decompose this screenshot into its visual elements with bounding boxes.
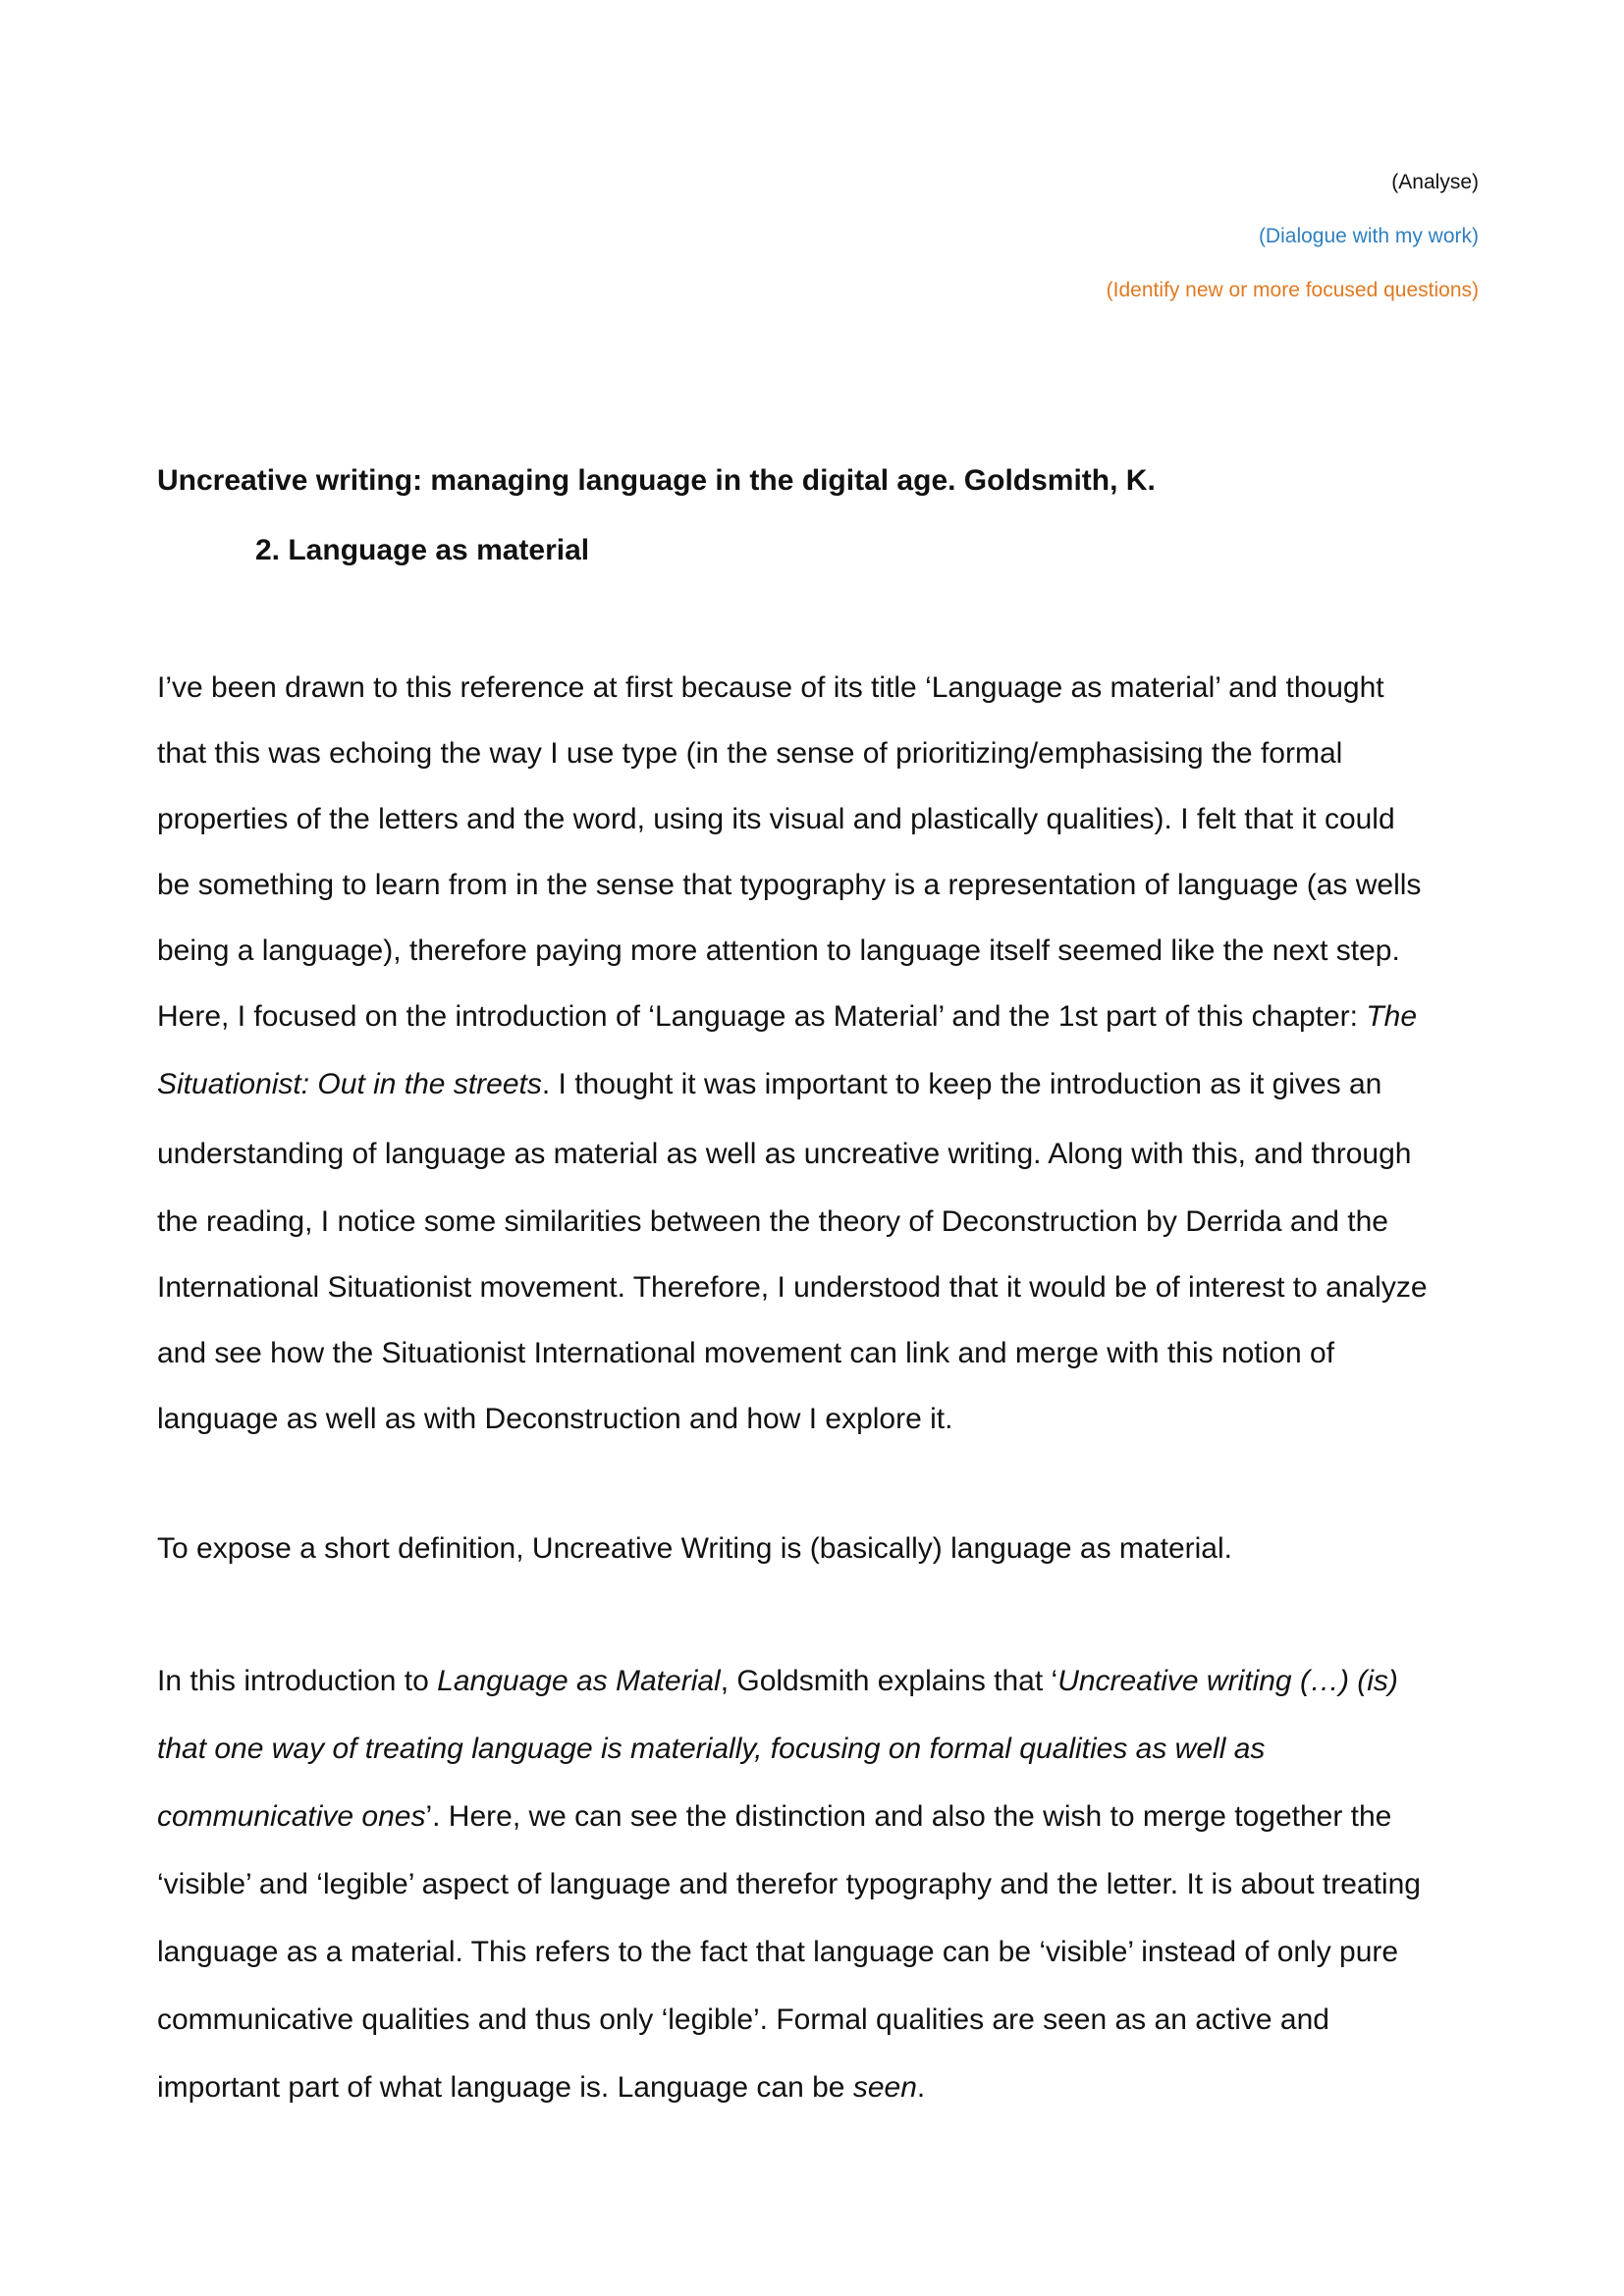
text-line: [157, 984, 1492, 1049]
italic-run: The: [1366, 1000, 1418, 1033]
document-body: [157, 456, 1492, 2121]
legend-identify: (Identify new or more focused questions): [1106, 279, 1479, 301]
text-line: International Situationist movement. Therefore, I understood that it would be of interest to analyze: [157, 1271, 1428, 1304]
text-line: [157, 2054, 1492, 2121]
text-line: [157, 1783, 1492, 1850]
paragraph-analysis: [157, 1647, 1492, 2121]
text-line: [157, 1647, 1492, 1715]
legend-analyse: (Analyse): [1391, 171, 1479, 193]
italic-run: Situationist: Out in the streets: [157, 1068, 542, 1100]
italic-run: Uncreative writing (…) (is): [1057, 1665, 1398, 1697]
italic-run: communicative ones: [157, 1800, 426, 1833]
annotation-legend: [1107, 155, 1479, 317]
text-run: important part of what language is. Language can be: [157, 2071, 853, 2104]
paragraph-definition: [157, 1516, 1492, 1581]
text-line: that this was echoing the way I use type (in the sense of prioritizing/emphasising the formal: [157, 737, 1343, 770]
text-line: being a language), therefore paying more attention to language itself seemed like the next step.: [157, 934, 1400, 967]
text-line: be something to learn from in the sense that typography is a representation of language (as wells: [157, 869, 1422, 901]
text-line: the reading, I notice some similarities between the theory of Deconstruction by Derrida and the: [157, 1205, 1388, 1238]
paragraph-intro: [157, 655, 1492, 1452]
italic-run: Language as Material: [437, 1665, 721, 1697]
italic-run: seen: [852, 2071, 917, 2104]
text-line: To expose a short definition, Uncreative Writing is (basically) language as material.: [157, 1532, 1232, 1565]
text-line: [157, 1049, 1492, 1119]
text-run: In this introduction to: [157, 1665, 438, 1697]
text-line: language as well as with Deconstruction and how I explore it.: [157, 1403, 953, 1435]
text-line: ‘visible’ and ‘legible’ aspect of language and therefor typography and the letter. It is about treating: [157, 1868, 1421, 1900]
text-line: communicative qualities and thus only ‘legible’. Formal qualities are seen as an active and: [157, 2003, 1329, 2036]
text-line: and see how the Situationist International movement can link and merge with this notion of: [157, 1337, 1335, 1369]
text-run: . I thought it was important to keep the introduction as it gives an: [541, 1068, 1382, 1100]
legend-dialogue: (Dialogue with my work): [1258, 225, 1479, 247]
text-line: understanding of language as material as well as uncreative writing. Along with this, and through: [157, 1138, 1412, 1170]
text-run: Here, I focused on the introduction of ‘Language as Material’ and the 1st part of this chapter:: [157, 1000, 1367, 1033]
text-line: language as a material. This refers to the fact that language can be ‘visible’ instead of only pure: [157, 1936, 1399, 1968]
text-run: .: [916, 2071, 926, 2104]
text-run: , Goldsmith explains that ‘: [720, 1665, 1058, 1697]
text-line: I’ve been drawn to this reference at first because of its title ‘Language as material’ and thought: [157, 671, 1384, 704]
text-run: ’. Here, we can see the distinction and also the wish to merge together the: [425, 1800, 1392, 1833]
text-line: [157, 1715, 1492, 1783]
italic-run: that one way of treating language is materially, focusing on formal qualities as well as: [157, 1733, 1266, 1765]
reference-title: Uncreative writing: managing language in the digital age. Goldsmith, K.: [157, 464, 1156, 497]
text-line: properties of the letters and the word, using its visual and plastically qualities). I felt that it could: [157, 803, 1395, 835]
chapter-subtitle: 2. Language as material: [255, 534, 590, 566]
